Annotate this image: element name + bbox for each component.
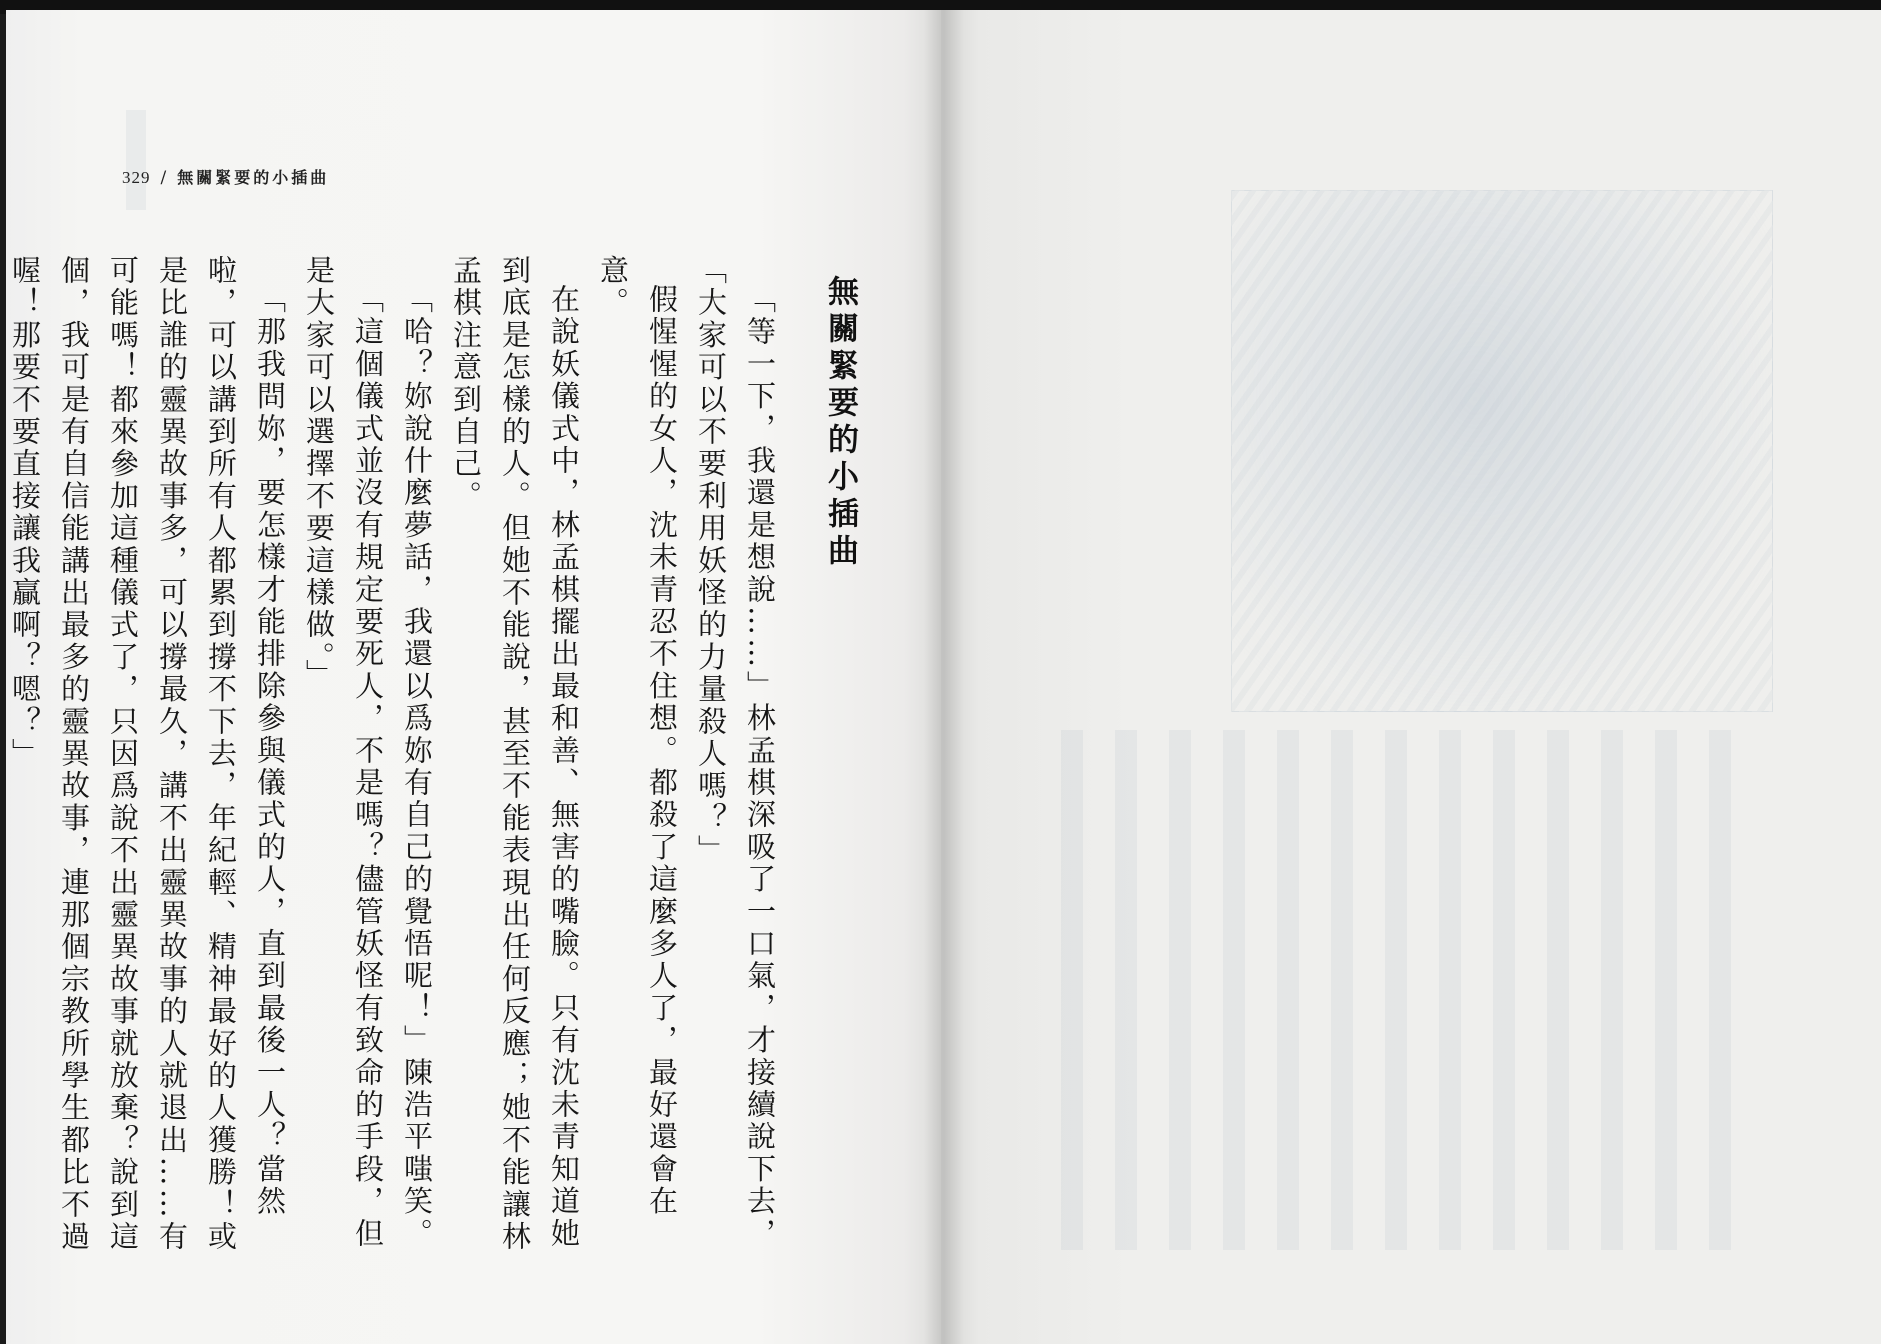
paragraph: 「哈？妳說什麼夢話，我還以爲妳有自己的覺悟呢！」陳浩平嗤笑。 [400,284,434,1250]
running-header-title: 無關緊要的小插曲 [177,168,330,187]
paragraph: 「那我問妳，要怎樣才能排除參與儀式的人，直到最後一人？當然啦，可以講到所有人都累到撐不下去，年紀輕、精神最好的人獲勝！或是比誰的靈異故事多，可以撐最久，講不出靈異故事的人就退出……有可能嗎！都來參加這種儀式了，只因爲說不出靈異故事就放棄？說到這個，我可是有自信能講出最多的靈異故事，連那個宗教所學生都比不過喔！那要不要直接讓我贏啊？嗯？」 [8,255,287,1254]
page-number: 329 [122,168,151,187]
vertical-text-block [8,255,864,1255]
chapter-title: 無關緊要的小插曲 [822,275,858,571]
paragraph: 「等一下，我還是想說……」林孟棋深吸了一口氣，才接續說下去，「大家可以不要利用妖怪的力量殺人嗎？」 [694,255,777,1250]
paragraph: 「這個儀式並沒有規定要死人，不是嗎？儘管妖怪有致命的手段，但是大家可以選擇不要這樣做。」 [302,255,385,1250]
bleed-through-mark [126,110,146,210]
bleed-through-text [1061,730,1761,1250]
right-page [941,10,1881,1344]
book-spread [6,10,1881,1344]
running-header [122,165,329,188]
header-separator: / [160,168,168,188]
paragraph: 在說妖儀式中，林孟棋擺出最和善、無害的嘴臉。只有沈未青知道她到底是怎樣的人。但她不能說，甚至不能表現出任何反應；她不能讓林孟棋注意到自己。 [449,255,581,1254]
bleed-through-illustration [1231,190,1773,712]
left-page [6,10,941,1344]
paragraph: 假惺惺的女人，沈未青忍不住想。都殺了這麼多人了，最好還會在意。 [596,255,679,1218]
book-gutter [924,10,964,1344]
